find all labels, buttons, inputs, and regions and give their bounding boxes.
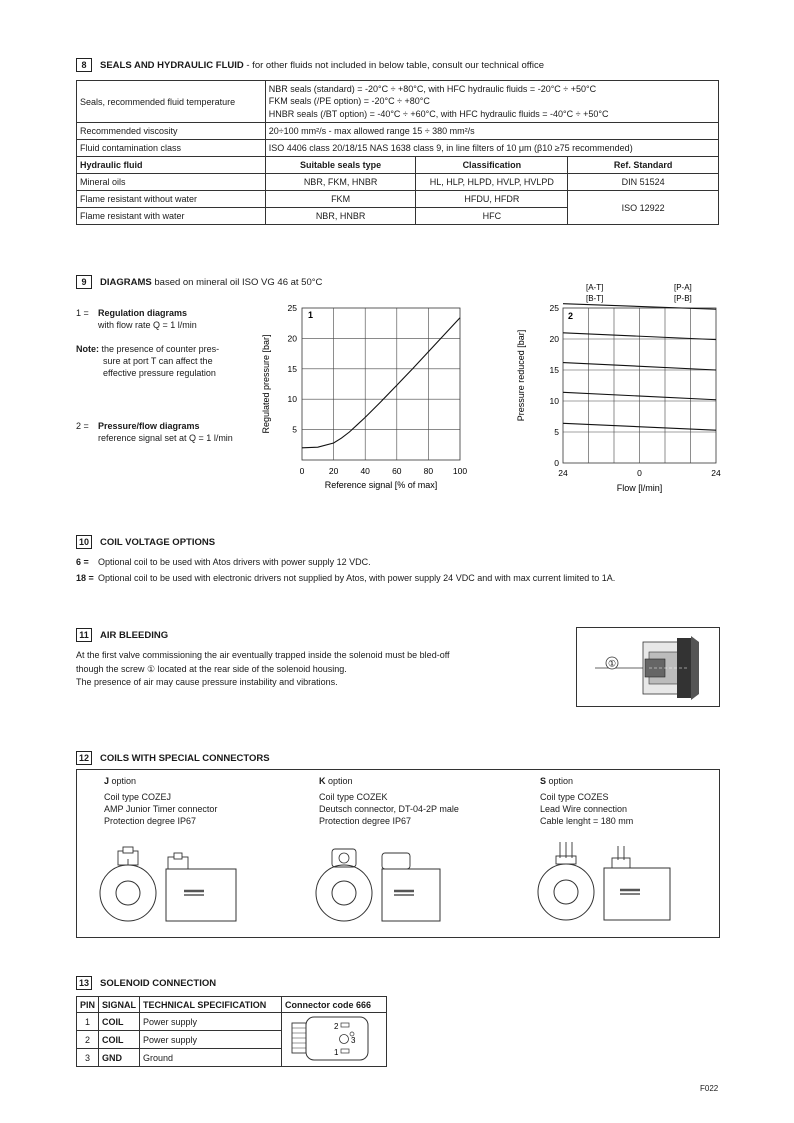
sec8-number: 8 (76, 58, 92, 72)
fluid-header: Hydraulic fluid (77, 157, 266, 174)
classification-header: Classification (416, 157, 568, 174)
chart1-y-tick-label: 5 (292, 424, 297, 435)
pin-1-label: 1 (334, 1048, 339, 1057)
connector-666-drawing (282, 1013, 386, 1064)
pin-header: PIN (77, 997, 99, 1013)
table-row: 1 COIL Power supply 2 3 1 (77, 1013, 387, 1031)
chart1-y-tick-label: 25 (287, 303, 297, 313)
sec12-title: COILS WITH SPECIAL CONNECTORS (100, 752, 270, 764)
chart2-y-tick-label: 25 (549, 303, 559, 313)
seals-temp-label: Seals, recommended fluid temperature (77, 81, 266, 123)
chart2-x-tick-label: 0 (637, 468, 642, 478)
signal-header: SIGNAL (99, 997, 140, 1013)
sec12-heading (76, 751, 270, 765)
ref-standard-header: Ref. Standard (568, 157, 719, 174)
chart2-y-tick-label: 10 (549, 396, 559, 406)
chart2-x-axis-label: Flow [l/min] (616, 483, 663, 493)
sec9-subtitle: based on mineral oil ISO VG 46 at 50°C (154, 276, 323, 288)
chart2-panel-label: 2 (568, 311, 574, 321)
sec13-title: SOLENOID CONNECTION (100, 977, 217, 989)
chart2-y-tick-label: 20 (549, 334, 559, 344)
viscosity-label: Recommended viscosity (77, 123, 266, 140)
chart1-y-tick-label: 15 (287, 363, 297, 374)
viscosity-value: 20÷100 mm²/s - max allowed range 15 ÷ 380 mm²/s (265, 123, 718, 140)
sec13-heading (76, 976, 216, 990)
contamination-value: ISO 4406 class 20/18/15 NAS 1638 class 9, in line filters of 10 μm (β10 ≥75 recommended) (265, 140, 718, 157)
chart2-x-tick-label: 24 (558, 468, 568, 478)
coil-option-6: 6 = Optional coil to be used with Atos drivers with power supply 12 VDC. (76, 557, 371, 567)
sec8-subtitle: - for other fluids not included in below table, consult our technical office (246, 59, 545, 71)
sec8-title: SEALS AND HYDRAULIC FLUID (100, 59, 244, 71)
pin-3-label: 3 (351, 1036, 356, 1045)
chart1-series-line (302, 318, 460, 448)
sec12-number: 12 (76, 751, 92, 765)
solenoid-connection-table (76, 996, 387, 1067)
coil-j-drawing (96, 845, 241, 925)
sec10-title: COIL VOLTAGE OPTIONS (100, 536, 216, 548)
seals-table (76, 80, 719, 225)
coil-s-drawing (534, 840, 684, 925)
option-j: J option Coil type COZEJ AMP Junior Timer connector Protection degree IP67 (104, 776, 218, 826)
seals-type-header: Suitable seals type (265, 157, 416, 174)
connector-header: Connector code 666 (282, 997, 387, 1013)
diagram-item-1: 1 = Regulation diagrams with flow rate Q = 1 l/min (76, 308, 197, 330)
chart2-y-tick-label: 15 (549, 365, 559, 375)
solenoid-housing-drawing (577, 628, 719, 706)
air-bleeding-text: At the first valve commissioning the air eventually trapped inside the solenoid must be bled-off though the screw ① located at the rear side of the solenoid housing. The presence of air may cause pressure instability and vibrations. (76, 650, 450, 687)
chart1-x-axis-label: Reference signal [% of max] (324, 480, 438, 490)
connector-666-cell (282, 1013, 387, 1067)
pressure-flow-chart (510, 280, 735, 498)
chart1-y-axis-label: Regulated pressure [bar] (261, 334, 271, 434)
chart2-x-tick-label: 24 (711, 468, 721, 478)
table-row: 2 COIL Power supply (77, 1031, 387, 1049)
sec11-heading (76, 628, 168, 642)
chart1-x-tick-label: 20 (328, 466, 339, 476)
chart2-top-label-at: [A-T] (586, 283, 604, 292)
chart2-y-tick-label: 0 (554, 458, 559, 468)
option-k: K option Coil type COZEK Deutsch connector, DT-04-2P male Protection degree IP67 (319, 776, 459, 826)
chart1-x-tick-label: 40 (360, 466, 370, 476)
contamination-label: Fluid contamination class (77, 140, 266, 157)
chart1-y-tick-label: 10 (287, 394, 297, 405)
sec9-heading (76, 275, 322, 289)
sec9-number: 9 (76, 275, 92, 289)
screw-callout: ① (607, 658, 617, 669)
chart2-y-axis-label: Pressure reduced [bar] (516, 329, 526, 422)
chart1-x-tick-label: 100 (452, 466, 468, 476)
table-row: 3 GND Ground (77, 1049, 387, 1067)
pin-2-label: 2 (334, 1022, 339, 1031)
coil-option-18: 18 = Optional coil to be used with electronic drivers not supplied by Atos, with power supply 24 VDC and with max current limited to 1A. (76, 573, 616, 583)
air-bleeding-figure (576, 627, 720, 707)
diagram-item-2: 2 = Pressure/flow diagrams reference signal set at Q = 1 l/min (76, 421, 233, 443)
table-row: Flame resistant with water NBR, HNBR HFC (77, 208, 719, 225)
sec10-heading (76, 535, 215, 549)
chart1-x-tick-label: 60 (392, 466, 402, 476)
table-row: Mineral oils NBR, FKM, HNBR HL, HLP, HLPD, HVLP, HVLPD DIN 51524 (77, 174, 719, 191)
option-s: S option Coil type COZES Lead Wire connection Cable lenght = 180 mm (540, 776, 634, 826)
sec9-title: DIAGRAMS (100, 276, 152, 288)
sec8-heading (76, 58, 544, 72)
seals-temp-values: NBR seals (standard) = -20°C ÷ +80°C, with HFC hydraulic fluids = -20°C ÷ +50°C FKM seals (/PE option) = -20°C ÷ +80°C HNBR seals (/BT option) = -40°C ÷ +60°C, with HFC hydraulic fluids = -40°C ÷ +50°C (265, 81, 718, 123)
chart2-top-label-pa: [P-A] (674, 283, 692, 292)
table-row: Flame resistant without water FKM HFDU, HFDR ISO 12922 (77, 191, 719, 208)
footer-code: F022 (700, 1084, 719, 1093)
chart2-top-label-pb: [P-B] (674, 294, 692, 303)
sec13-number: 13 (76, 976, 92, 990)
chart1-x-tick-label: 0 (299, 466, 305, 476)
spec-header: TECHNICAL SPECIFICATION (140, 997, 282, 1013)
chart1-frame (302, 308, 460, 460)
sec11-number: 11 (76, 628, 92, 642)
chart2-top-label-bt: [B-T] (586, 294, 604, 303)
diagram-note: Note: the presence of counter pres- sure at port T can affect the effective pressure regulation (76, 344, 220, 378)
sec10-number: 10 (76, 535, 92, 549)
regulation-chart (255, 298, 475, 498)
chart1-y-tick-label: 20 (287, 333, 297, 344)
chart1-x-tick-label: 80 (423, 466, 434, 476)
sec11-title: AIR BLEEDING (100, 629, 169, 641)
chart2-y-tick-label: 5 (554, 427, 559, 437)
coil-k-drawing (312, 845, 457, 925)
chart1-panel-label: 1 (308, 310, 314, 320)
